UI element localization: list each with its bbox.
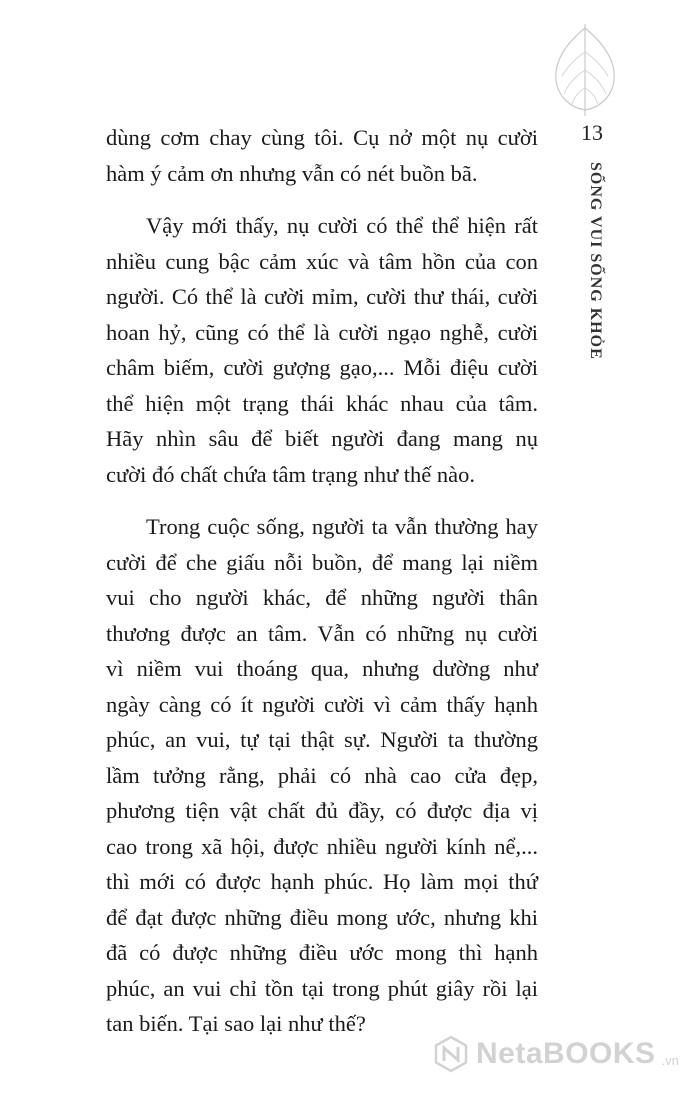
text-line: phương tiện vật chất đủ đầy, có được địa vị	[106, 798, 538, 823]
text-line: thương được an tâm. Vẫn có những nụ cười	[106, 620, 538, 646]
text-line: ngày càng có ít người cười vì cảm thấy hạnh	[106, 691, 538, 717]
text-line: người. Có thể là cười mỉm, cười thư thái, cười	[106, 284, 538, 309]
paragraph	[106, 509, 538, 1042]
text-line: cao trong xã hội, được nhiều người kính nể,...	[106, 833, 538, 859]
text-line: châm biếm, cười gượng gạo,... Mỗi điệu cười	[106, 355, 538, 380]
text-line: vui cho người khác, để những người thân	[106, 585, 538, 610]
text-line: nhiều cung bậc cảm xúc và tâm hồn của con	[106, 248, 538, 274]
text-line: đã có được những điều ước mong thì hạnh	[106, 940, 538, 965]
running-title: SỐNG VUI SỐNG KHỎE	[587, 162, 604, 360]
bodhi-leaf-icon	[548, 22, 622, 118]
body-text	[106, 120, 538, 1042]
text-line: thì mới có được hạnh phúc. Họ làm mọi thứ	[106, 869, 538, 894]
text-line: vì niềm vui thoáng qua, nhưng dường như	[106, 656, 538, 681]
neta-logo-icon	[432, 1035, 470, 1073]
text-line: dùng cơm chay cùng tôi. Cụ nở một nụ cười	[106, 125, 538, 150]
text-line: hàm ý cảm ơn nhưng vẫn có nét buồn bã.	[106, 160, 478, 186]
watermark-brand: NetaBOOKS	[476, 1037, 656, 1070]
text-line: cười để che giấu nỗi buồn, để mang lại niềm	[106, 549, 538, 575]
text-line: để đạt được những điều mong ước, nhưng khi	[106, 904, 538, 930]
text-line: hoan hỷ, cũng có thể là cười ngạo nghễ, cười	[106, 319, 538, 345]
text-line: thể hiện một trạng thái khác nhau của tâm.	[106, 390, 538, 416]
text-line: Trong cuộc sống, người ta vẫn thường hay	[146, 514, 538, 539]
text-line: tan biến. Tại sao lại như thế?	[106, 1011, 366, 1036]
text-line: cười đó chất chứa tâm trạng như thế nào.	[106, 461, 475, 487]
paragraph	[106, 208, 538, 492]
text-line: phúc, an vui, tự tại thật sự. Người ta thường	[106, 727, 538, 752]
text-line: Vậy mới thấy, nụ cười có thể thể hiện rất	[146, 213, 538, 238]
watermark	[432, 1034, 679, 1074]
text-line: lầm tưởng rằng, phải có nhà cao cửa đẹp,	[106, 762, 538, 788]
paragraph	[106, 120, 538, 191]
watermark-suffix: .vn	[661, 1052, 679, 1068]
text-line: Hãy nhìn sâu để biết người đang mang nụ	[106, 426, 538, 451]
page-number: 13	[581, 120, 603, 145]
text-line: phúc, an vui chỉ tồn tại trong phút giây rồi lại	[106, 975, 538, 1001]
